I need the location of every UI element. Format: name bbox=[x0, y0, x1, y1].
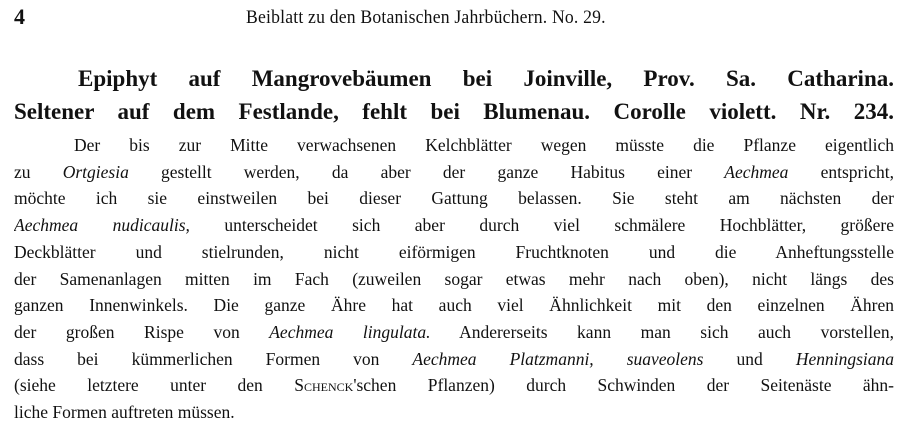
lead-line-1: Epiphyt auf Mangrovebäumen bei Joinville, Prov. Sa. Catharina. bbox=[78, 66, 894, 91]
body-line-9 bbox=[14, 346, 894, 373]
page-header bbox=[14, 4, 886, 34]
text-run: unterscheidet sich aber durch viel schmälere Hochblätter, größere bbox=[189, 215, 894, 236]
text-run: entspricht, bbox=[788, 161, 894, 182]
text-run: 'schen Pflanzen) durch Schwinden der Seitenäste ähn- bbox=[353, 375, 894, 396]
taxon-name: Aechmea Platzmanni, suaveolens bbox=[412, 348, 704, 369]
body-line-10 bbox=[14, 372, 894, 399]
text-run: der großen Rispe von bbox=[14, 321, 270, 342]
taxon-name: Aechmea lingulata. bbox=[269, 321, 431, 342]
lead-paragraph bbox=[14, 62, 894, 128]
body-line-4 bbox=[14, 212, 894, 239]
body-line-11: liche Formen auftreten müssen. bbox=[14, 402, 235, 423]
taxon-name: Henningsiana bbox=[795, 348, 894, 369]
page-number: 4 bbox=[14, 4, 25, 29]
text-run: und bbox=[703, 348, 796, 369]
taxon-name: Ortgiesia bbox=[62, 161, 129, 182]
running-title: Beiblatt zu den Botanischen Jahrbüchern. No. 29. bbox=[246, 7, 606, 28]
text-run: dass bei kümmerlichen Formen von bbox=[14, 348, 413, 369]
text-run: Andererseits kann man sich auch vorstellen, bbox=[430, 321, 894, 342]
body-line-7: ganzen Innenwinkels. Die ganze Ähre hat auch viel Ähnlichkeit mit den einzelnen Ähren bbox=[14, 295, 894, 316]
body-line-5: Deckblätter und stielrunden, nicht eiförmigen Fruchtknoten und die Anheftungsstelle bbox=[14, 241, 894, 262]
lead-line-2: Seltener auf dem Festlande, fehlt bei Blumenau. Corolle violett. Nr. 234. bbox=[14, 99, 894, 124]
text-run: zu bbox=[14, 161, 63, 182]
body-line-1: Der bis zur Mitte verwachsenen Kelchblätter wegen müsste die Pflanze eigentlich bbox=[74, 135, 894, 155]
text-run: gestellt werden, da aber der ganze Habitus einer bbox=[128, 161, 725, 182]
taxon-name: Aechmea bbox=[724, 161, 789, 182]
taxon-name: Aechmea nudicaulis, bbox=[14, 215, 190, 236]
body-line-8 bbox=[14, 319, 894, 346]
person-name: Schenck bbox=[294, 375, 354, 396]
body-line-3: möchte ich sie einstweilen bei dieser Gattung belassen. Sie steht am nächsten der bbox=[14, 188, 894, 209]
body-line-6: der Samenanlagen mitten im Fach (zuweilen sogar etwas mehr nach oben), nicht längs des bbox=[14, 268, 894, 289]
body-line-2 bbox=[14, 159, 894, 186]
text-run: (siehe letztere unter den bbox=[14, 375, 295, 396]
body-paragraph bbox=[14, 132, 894, 426]
